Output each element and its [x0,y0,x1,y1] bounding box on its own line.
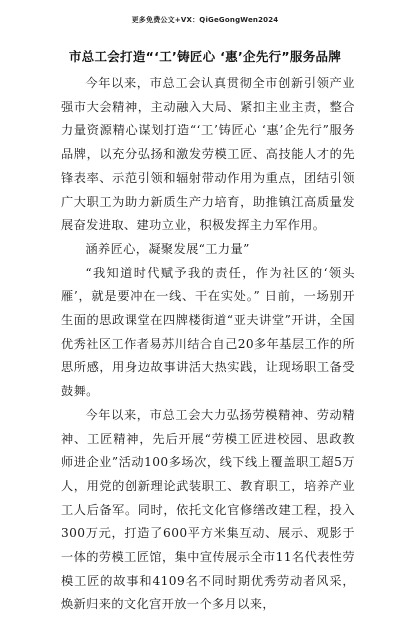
header-note: 更多免费公文+VX：QiGeGongWen2024 [131,16,279,24]
paragraph-quote: “我知道时代赋予我的责任，作为社区的‘领头雁’，就是要冲在一线、干在实处。” 日前，一场别开生面的思政课堂在四牌楼街道“亚夫讲堂”开讲，全国优秀社区工作者易苏川结合自己20多年基层工作的所思所感，用身边故事讲活大热实践，让现场职工备受鼓舞。 [61,265,355,399]
paragraph-intro: 今年以来，市总工会认真贯彻全市创新引领产业强市大会精神，主动融入大局、紧扣主业主责，整合力量资源精心谋划打造“‘工’铸匠心 ‘惠’企先行”服务品牌，以充分弘扬和激发劳模工匠、高技能人才的先锋表率、示范引领和辐射带动作用为重点，团结引领广大职工为助力新质生产力培育，助推镇江高质量发展奋发进取、建功立业，积极发挥主力军作用。 [61,76,355,233]
section-heading: 涵养匠心，凝聚发展“工力量” [85,241,250,256]
document-body [61,72,355,617]
paragraph-activities: 今年以来，市总工会大力弘扬劳模精神、劳动精神、工匠精神，先后开展“劳模工匠进校园、思政教师进企业”活动100多场次，线下线上覆盖职工超5万人，用党的创新理论武装职工、教育职工，培养产业工人后备军。同时，依托文化官修缮改建工程，投入300万元，打造了600平方米集互动、展示、观影于一体的劳模工匠馆，集中宣传展示全市11名代表性劳模工匠的故事和4109名不同时期优秀劳动者风采，焕新归来的文化宫开放一个多月以来， [61,407,355,612]
document-title: 市总工会打造“‘工’铸匠心 ‘惠’企先行”服务品牌 [68,49,342,64]
